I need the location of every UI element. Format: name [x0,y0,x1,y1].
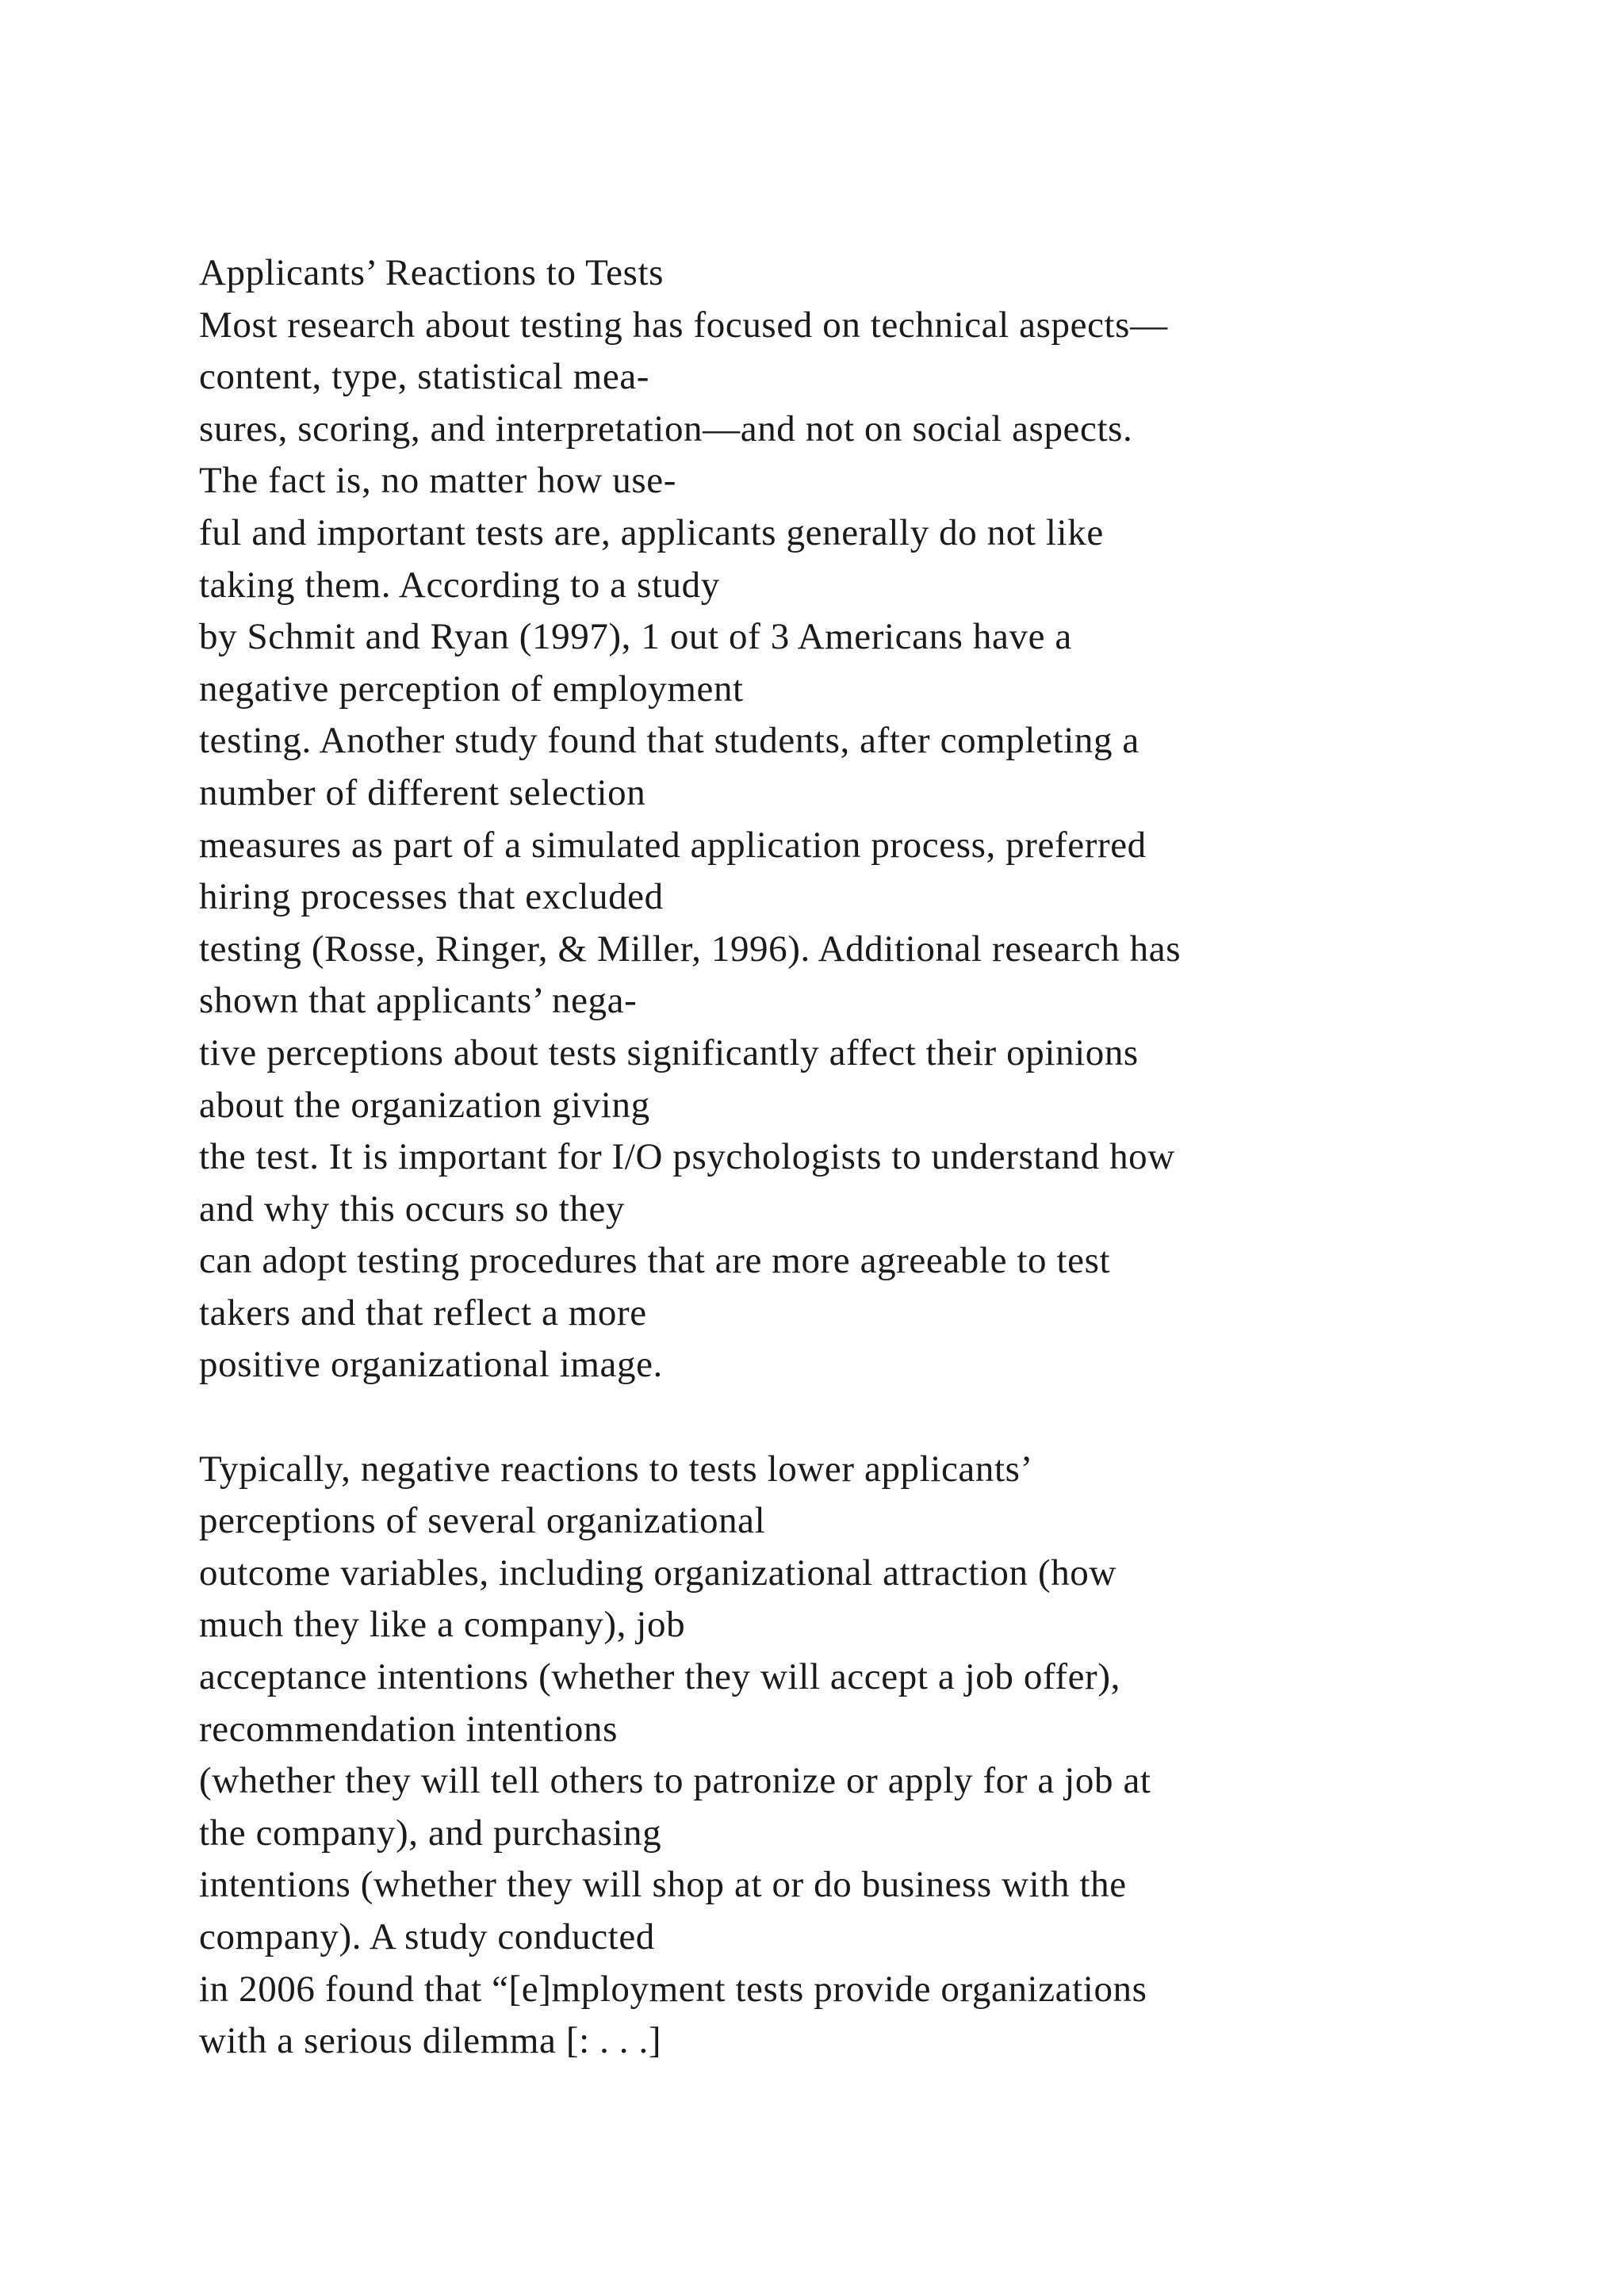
paragraph-2-line: intentions (whether they will shop at or do business with the [199,1864,1127,1906]
paragraph-2-line: company). A study conducted [199,1916,655,1957]
paragraph-1-line: positive organizational image. [199,1344,663,1386]
paragraph-1-line: the test. It is important for I/O psychologists to understand how [199,1136,1175,1178]
paragraph-2-line: much they like a company), job [199,1604,686,1646]
paragraph-2-line: Typically, negative reactions to tests lower applicants’ [199,1448,1033,1490]
paragraph-1-line: sures, scoring, and interpretation—and not on social aspects. [199,408,1133,450]
paragraph-1-line: negative perception of employment [199,668,744,710]
paragraph-1-line: by Schmit and Ryan (1997), 1 out of 3 Americans have a [199,616,1072,658]
paragraph-2-line: the company), and purchasing [199,1812,662,1854]
paragraph-1-line: testing (Rosse, Ringer, & Miller, 1996). Additional research has [199,928,1182,970]
paragraph-2-line: recommendation intentions [199,1708,618,1750]
paragraph-1-line: number of different selection [199,771,646,813]
paragraph-1-line: shown that applicants’ nega- [199,980,638,1022]
paragraph-1-line: Most research about testing has focused on technical aspects— [199,304,1168,346]
paragraph-1-line: content, type, statistical mea- [199,356,650,398]
paragraph-1-line: The fact is, no matter how use- [199,460,676,502]
paragraph-2-line: with a serious dilemma [: . . .] [199,2020,662,2062]
paragraph-2-line: perceptions of several organizational [199,1500,766,1542]
paragraph-1-line: testing. Another study found that students, after completing a [199,720,1139,762]
paragraph-2-line: acceptance intentions (whether they will accept a job offer), [199,1656,1120,1698]
paragraph-1-line: and why this occurs so they [199,1188,626,1230]
paragraph-1-line: can adopt testing procedures that are more agreeable to test [199,1240,1111,1282]
paragraph-1-line: taking them. According to a study [199,564,720,606]
paragraph-spacer [199,1391,1595,1444]
paragraph-1-line: tive perceptions about tests significantly affect their opinions [199,1031,1139,1073]
document-body [199,247,1595,2068]
paragraph-1-line: ful and important tests are, applicants generally do not like [199,511,1104,553]
paragraph-1-line: takers and that reflect a more [199,1292,647,1334]
paragraph-1-line: about the organization giving [199,1084,650,1126]
paragraph-2-line: in 2006 found that “[e]mployment tests provide organizations [199,1968,1147,2010]
paragraph-1-line: measures as part of a simulated application process, preferred [199,824,1147,866]
paragraph-2-line: (whether they will tell others to patronize or apply for a job at [199,1760,1151,1802]
paragraph-2-line: outcome variables, including organizational attraction (how [199,1552,1116,1594]
paragraph-1-line: hiring processes that excluded [199,876,664,918]
document-title: Applicants’ Reactions to Tests [199,252,665,293]
